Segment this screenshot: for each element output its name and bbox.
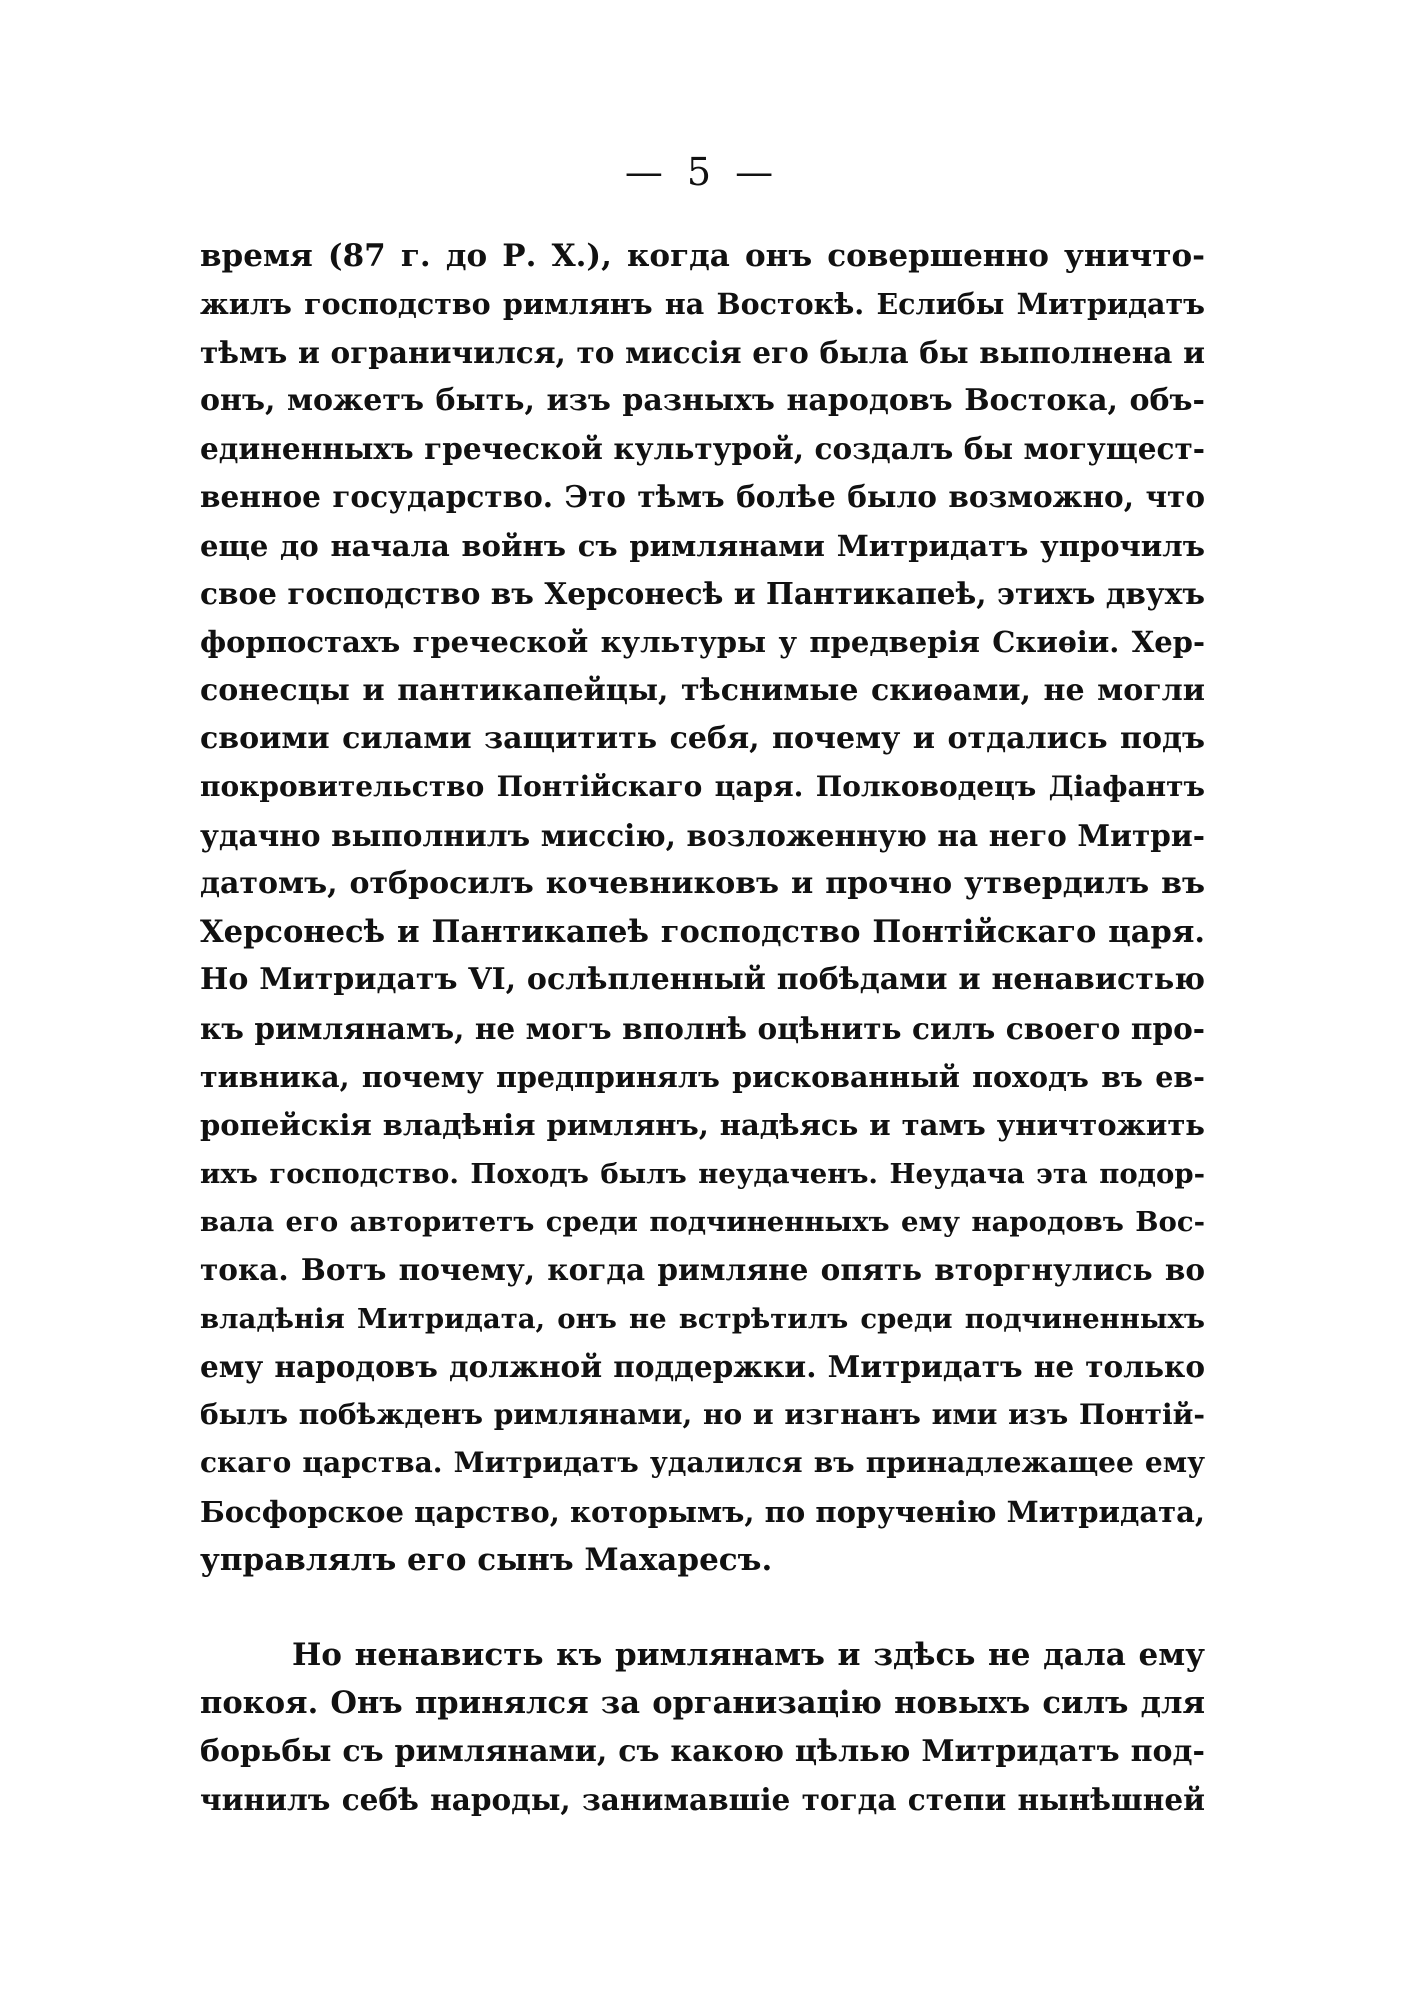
text-line: единенныхъ греческой культурой, создалъ бы могущест-	[200, 431, 1205, 467]
text-line: чинилъ себѣ народы, занимавшіе тогда степи нынѣшней	[200, 1781, 1205, 1817]
text-line: своими силами защитить себя, почему и отдались подъ	[200, 720, 1205, 756]
paragraph-1	[200, 232, 1205, 1584]
text-line: удачно выполнилъ миссію, возложенную на него Митри-	[200, 817, 1205, 853]
text-line: Но Митридатъ VI, ослѣпленный побѣдами и ненавистью	[200, 962, 1205, 998]
text-line: тѣмъ и ограничился, то миссія его была бы выполнена и	[200, 334, 1205, 370]
text-line: былъ побѣжденъ римлянами, но и изгнанъ ими изъ Понтій-	[200, 1398, 1205, 1432]
text-line: тивника, почему предпринялъ рискованный походъ въ ев-	[200, 1060, 1205, 1095]
text-line: сонесцы и пантикапейцы, тѣснимые скиѳами, не могли	[200, 672, 1205, 708]
text-line: Херсонесѣ и Пантикапеѣ господство Понтійскаго царя.	[200, 914, 1205, 951]
text-line: жилъ господство римлянъ на Востокѣ. Еслибы Митридатъ	[200, 287, 1205, 322]
paragraph-2	[200, 1631, 1205, 1824]
text-line: онъ, можетъ быть, изъ разныхъ народовъ Востока, объ-	[200, 382, 1205, 418]
text-line: борьбы съ римлянами, съ какою цѣлью Митридатъ под-	[200, 1733, 1205, 1769]
text-line: тока. Вотъ почему, когда римляне опять вторгнулись во	[200, 1252, 1205, 1288]
text-line: Босфорское царство, которымъ, по порученію Митридата,	[200, 1494, 1205, 1529]
text-line: Но ненависть къ римлянамъ и здѣсь не дала ему	[292, 1637, 1205, 1673]
text-line: скаго царства. Митридатъ удалился въ принадлежащее ему	[200, 1446, 1205, 1480]
text-line: свое господство въ Херсонесѣ и Пантикапеѣ, этихъ двухъ	[200, 576, 1205, 612]
text-line: владѣнія Митридата, онъ не встрѣтилъ среди подчиненныхъ	[200, 1302, 1205, 1335]
page-number: — 5 —	[624, 150, 780, 194]
text-line: ропейскія владѣнія римлянъ, надѣясь и тамъ уничтожить	[200, 1108, 1205, 1143]
text-line: покровительство Понтійскаго царя. Полководецъ Діафантъ	[200, 770, 1205, 804]
text-line: датомъ, отбросилъ кочевниковъ и прочно утвердилъ въ	[200, 865, 1205, 901]
text-line: время (87 г. до Р. X.), когда онъ совершенно уничто-	[200, 238, 1205, 274]
text-line: управлялъ его сынъ Махаресъ.	[200, 1542, 773, 1579]
text-line: покоя. Онъ принялся за организацію новыхъ силъ для	[200, 1685, 1205, 1722]
text-line: ихъ господство. Походъ былъ неудаченъ. Неудача эта подор-	[200, 1157, 1205, 1190]
text-line: ему народовъ должной поддержки. Митридатъ не только	[200, 1348, 1205, 1384]
text-line: вала его авторитетъ среди подчиненныхъ ему народовъ Вос-	[200, 1205, 1205, 1238]
text-line: венное государство. Это тѣмъ болѣе было возможно, что	[200, 479, 1205, 515]
text-line: форпостахъ греческой культуры у предверія Скиѳіи. Хер-	[200, 625, 1205, 660]
text-line: къ римлянамъ, не могъ вполнѣ оцѣнить силъ своего про-	[200, 1010, 1205, 1046]
text-line: еще до начала войнъ съ римлянами Митридатъ упрочилъ	[200, 528, 1205, 563]
